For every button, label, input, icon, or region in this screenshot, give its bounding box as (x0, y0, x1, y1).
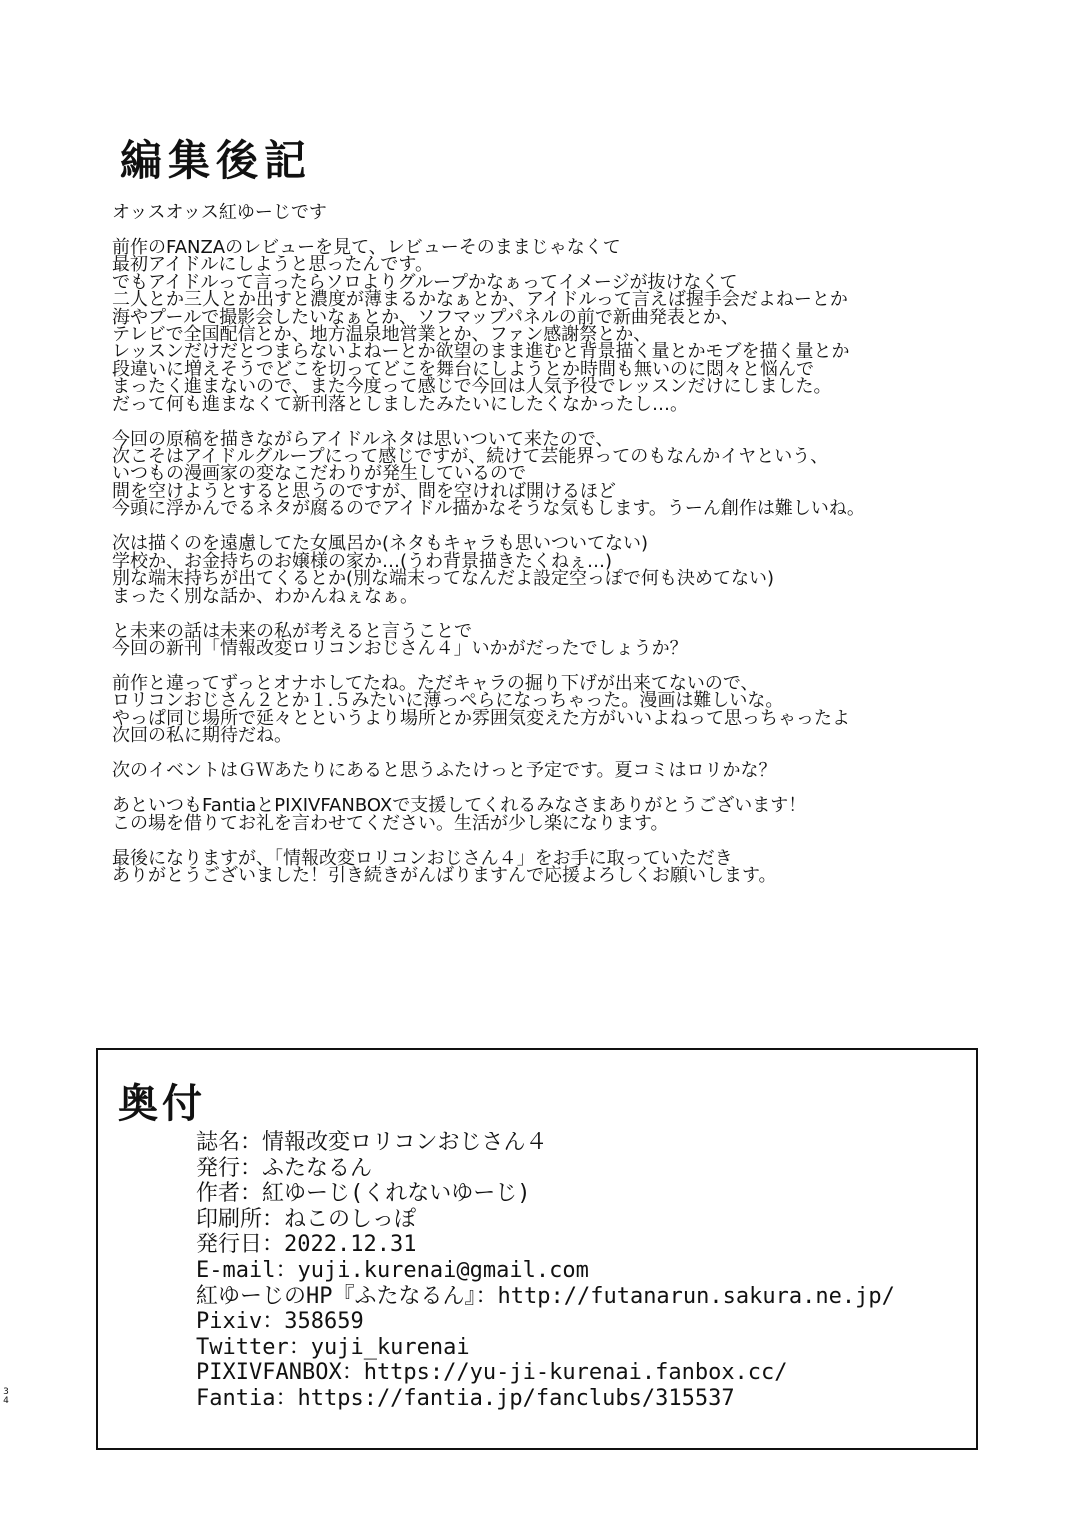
colophon-line: Twitter：yuji_kurenai (196, 1334, 470, 1360)
afterword-line: 前作と違ってずっとオナホしてたね。ただキャラの掘り下げが出来てないので、 (112, 672, 759, 694)
afterword-paragraph (112, 797, 1012, 832)
afterword-line: ありがとうございました！引き続きがんばりますんで応援よろしくお願いします。 (112, 864, 777, 886)
afterword-line: 二人とか三人とか出すと濃度が薄まるかなぁとか、アイドルって言えば握手会だよねーとか (112, 289, 848, 311)
page-number-digit: 3 (3, 1387, 9, 1397)
afterword-line: 次回の私に期待だね。 (112, 725, 292, 747)
afterword-paragraph (112, 620, 1012, 659)
afterword-title: 編集後記 (120, 136, 313, 185)
afterword-line: ロリコンおじさん２とか１.５みたいに薄っぺらになっちゃった。漫画は難しいな。 (112, 690, 784, 712)
afterword-line: まったく別な話か、わかんねぇなぁ。 (112, 585, 418, 607)
afterword-line: 段違いに増えそうでどこを切ってどこを舞台にしようとか時間も無いのに悶々と悩んで (112, 358, 814, 380)
afterword-line: やっぱ同じ場所で延々とというより場所とか雰囲気変えた方がいいよねって思っちゃったよ (112, 707, 850, 729)
colophon-line: 紅ゆーじのHP『ふたなるん』：http://futanarun.sakura.ne.jp/ (196, 1283, 895, 1309)
colophon-line: PIXIVFANBOX：https://yu-ji-kurenai.fanbox.cc/ (196, 1360, 788, 1386)
afterword-line: 海やプールで撮影会したいなぁとか、ソフマップパネルの前で新曲発表とか、 (112, 306, 739, 328)
afterword-line: あといつもFantiaとPIXIVFANBOXで支援してくれるみなさまありがとうございます！ (112, 795, 807, 817)
afterword-body (112, 204, 1012, 902)
afterword-line: 次のイベントはＧＷあたりにあると思うふたけっと予定です。夏コミはロリかな？ (112, 760, 777, 782)
afterword-line: テレビで全国配信とか、地方温泉地営業とか、ファン感謝祭とか、 (112, 324, 652, 346)
afterword-line: 間を空けようとすると思うのですが、間を空ければ開けるほど (112, 480, 616, 502)
afterword-paragraph (112, 847, 1012, 886)
afterword-line: 学校か、お金持ちのお嬢様の家か…(うわ背景描きたくねぇ…) (112, 550, 613, 572)
afterword-line: 最後になりますが、「情報改変ロリコンおじさん４」をお手に取っていただき (112, 847, 733, 869)
afterword-line: 今回の新刊「情報改変ロリコンおじさん４」いかがだったでしょうか？ (112, 637, 688, 659)
afterword-line: 別な端末持ちが出てくるとか(別な端末ってなんだよ設定空っぽで何も決めてない) (112, 568, 775, 590)
colophon-list (196, 1130, 895, 1412)
colophon-line: 発行日：2022.12.31 (196, 1232, 417, 1258)
afterword-line: 次は描くのを遠慮してた女風呂か(ネタもキャラも思いついてない) (112, 533, 649, 555)
colophon-line: Fantia：https://fantia.jp/fanclubs/315537 (196, 1385, 735, 1411)
afterword-line: この場を借りてお礼を言わせてください。生活が少し楽になります。 (112, 812, 669, 834)
colophon-line: 印刷所：ねこのしっぽ (196, 1206, 417, 1232)
afterword-paragraph (112, 428, 1012, 520)
afterword-paragraph (112, 672, 1012, 747)
afterword-paragraph (112, 239, 1012, 413)
colophon-line: 誌名：情報改変ロリコンおじさん４ (196, 1130, 548, 1155)
colophon-line: 作者：紅ゆーじ(くれないゆーじ) (196, 1181, 531, 1207)
afterword-line: いつもの漫画家の変なこだわりが発生しているので (112, 463, 526, 485)
afterword-paragraph (112, 535, 1012, 605)
afterword-line: 最初アイドルにしようと思ったんです。 (112, 254, 433, 276)
afterword-line: 前作のFANZAのレビューを見て、レビューそのままじゃなくて (112, 237, 621, 258)
afterword-line: 次こそはアイドルグループにって感じですが、続けて芸能界ってのもなんかイヤという、 (112, 446, 829, 468)
afterword-line: と未来の話は未来の私が考えると言うことで (112, 620, 472, 642)
afterword-line: オッスオッス紅ゆーじです (112, 202, 327, 223)
afterword-paragraph (112, 760, 1012, 782)
afterword-paragraph (112, 204, 1012, 221)
afterword-line: だって何も進まなくて新刊落としましたみたいにしたくなかったし…。 (112, 393, 688, 415)
colophon-box (96, 1048, 978, 1450)
colophon-line: 発行：ふたなるん (196, 1155, 373, 1181)
page-number-digit: 4 (3, 1396, 9, 1406)
colophon-line: Pixiv：358659 (196, 1309, 364, 1335)
afterword-line: 今頭に浮かんでるネタが腐るのでアイドル描かなそうな気もします。うーん創作は難しいね。 (112, 498, 865, 520)
afterword-line: レッスンだけだとつまらないよねーとか欲望のまま進むと背景描く量とかモブを描く量とか (112, 341, 850, 363)
page-number (2, 1388, 10, 1406)
afterword-line: でもアイドルって言ったらソロよりグループかなぁってイメージが抜けなくて (112, 271, 738, 293)
colophon-title: 奥付 (118, 1081, 206, 1127)
afterword-line: 今回の原稿を描きながらアイドルネタは思いついて来たので、 (112, 428, 614, 450)
afterword-line: まったく進まないので、また今度って感じで今回は人気予役でレッスンだけにしました。 (112, 376, 832, 398)
colophon-line: E-mail：yuji.kurenai@gmail.com (196, 1257, 589, 1283)
